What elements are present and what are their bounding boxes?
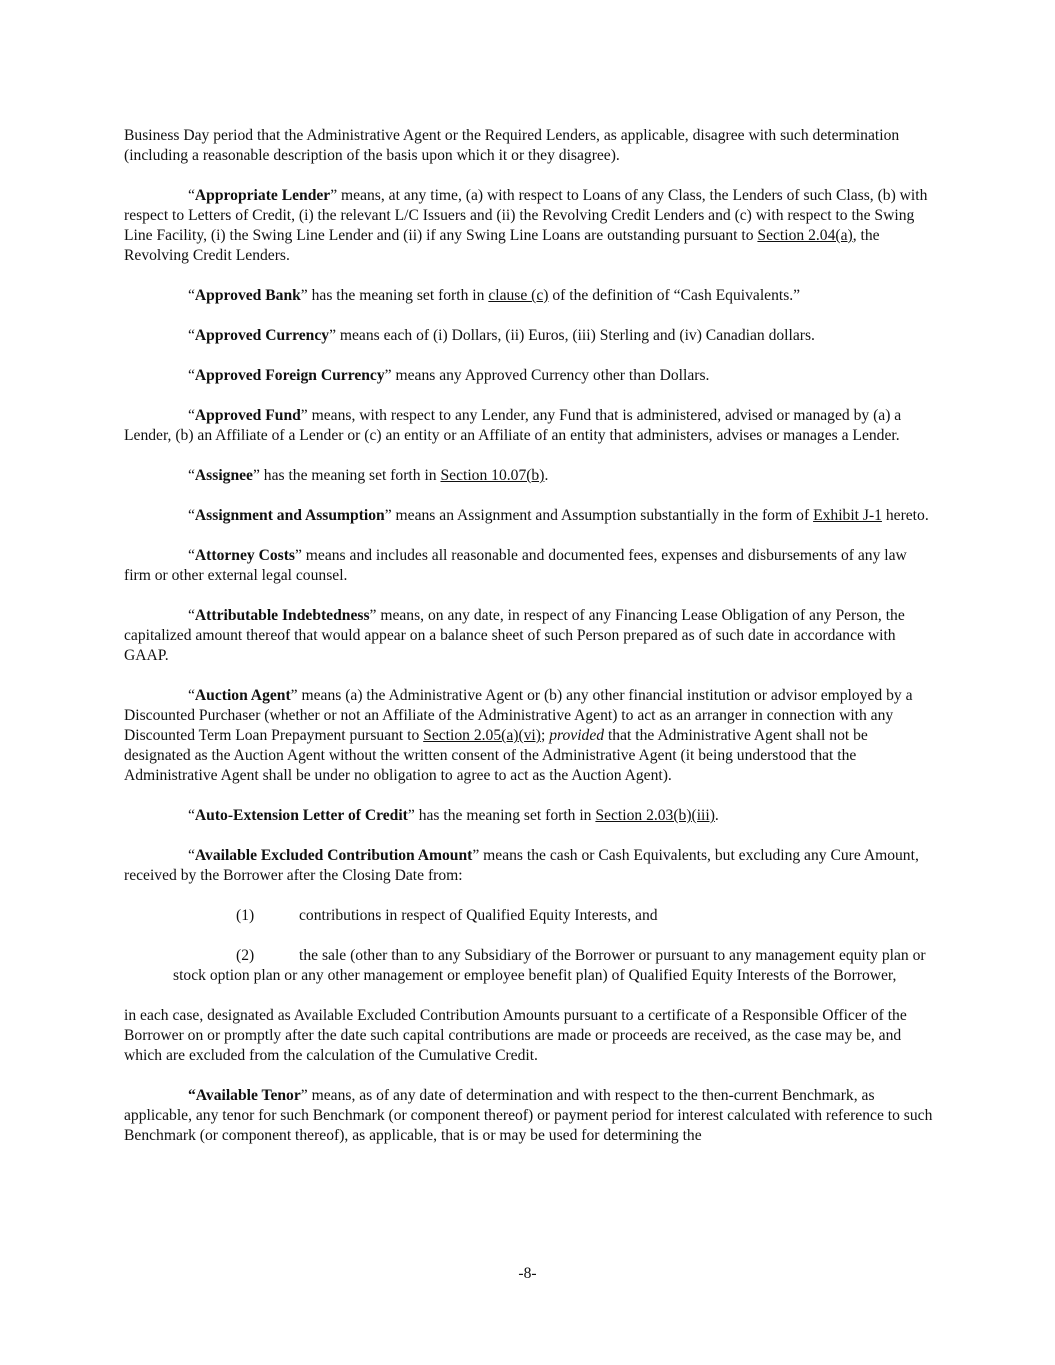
definition-text: ” has the meaning set forth in [252,467,441,484]
definition-auto-extension-letter-of-credit [124,806,936,826]
defined-term: Auction Agent [194,687,291,704]
open-quote: “ [188,607,195,624]
page-body [124,126,936,1166]
definition-text: . [544,467,549,484]
definition-text: ” means, on any date, in respect of any Financing Lease Obligation of any Person, the capitalized amount thereof that would appear on a balance sheet of such Person prepared as of such date in accordance with GAAP. [124,607,905,664]
open-quote: “ [188,547,195,564]
definition-text: of the definition of “Cash Equivalents.” [548,287,801,304]
definition-text: ” means the cash or Cash Equivalents, but excluding any Cure Amount, received by the Borrower after the Closing Date from: [124,847,919,884]
definition-text: ” means and includes all reasonable and documented fees, expenses and disbursements of any law firm or other external legal counsel. [124,547,907,584]
definition-text: ; [540,727,550,744]
definition-text: . [714,807,719,824]
definition-text: ” means any Approved Currency other than Dollars. [384,367,710,384]
cross-reference: clause (c) [488,287,549,304]
definition-text: ” has the meaning set forth in [300,287,489,304]
definition-assignment-and-assumption [124,506,936,526]
definition-available-excluded-contribution-amount [124,846,936,886]
defined-term: Available Excluded Contribution Amount [194,847,473,864]
definition-attorney-costs [124,546,936,586]
definition-approved-currency [124,326,936,346]
defined-term: Appropriate Lender [194,187,331,204]
definition-approved-foreign-currency [124,366,936,386]
definition-text: ” means, at any time, (a) with respect to Loans of any Class, the Lenders of such Class, (b) with respect to Letters of Credit, (i) the relevant L/C Issuers and (ii) the Revolving Credit Lenders and (c) with respect to the Swing Line Facility, (i) the Swing Line Lender and (ii) if any Swing Line Loans are outstanding pursuant to [124,187,928,244]
cross-reference: Section 2.05(a)(vi) [423,727,541,744]
defined-term: Approved Currency [194,327,330,344]
list-item [124,906,936,926]
list-number: (2) [236,947,255,964]
cross-reference: Exhibit J-1 [813,507,882,524]
cross-reference: Section 2.04(a) [757,227,853,244]
definition-approved-bank [124,286,936,306]
open-quote: “ [188,467,195,484]
list-item [124,946,936,986]
defined-term: Attorney Costs [194,547,295,564]
open-quote: “ [188,327,195,344]
definition-attributable-indebtedness [124,606,936,666]
definition-text: ” means (a) the Administrative Agent or (b) any other financial institution or advisor employed by a Discounted Purchaser (whether or not an Affiliate of the Administrative Agent) to act as an arranger in connection with any Discounted Term Loan Prepayment pursuant to [124,687,913,744]
open-quote: “ [188,407,195,424]
defined-term: Assignee [194,467,253,484]
definition-text: hereto. [881,507,929,524]
list-text: the sale (other than to any Subsidiary of the Borrower or pursuant to any management equity plan or stock option plan or any other management or employee benefit plan) of Qualified Equity Interests of the Borrower, [173,947,926,984]
page-number: -8- [518,1265,537,1282]
defined-term: Approved Foreign Currency [194,367,385,384]
continuation-paragraph: in each case, designated as Available Excluded Contribution Amounts pursuant to a certificate of a Responsible Officer of the Borrower on or promptly after the date such capital contributions are made or proceeds are received, as the case may be, and which are excluded from the calculation of the Cumulative Credit. [124,1007,907,1064]
open-quote: “ [188,187,195,204]
defined-term: Approved Bank [194,287,301,304]
defined-term: Auto-Extension Letter of Credit [194,807,408,824]
defined-term: Assignment and Assumption [194,507,385,524]
definition-appropriate-lender [124,186,936,266]
definition-text: that the Administrative Agent shall not be designated as the Auction Agent without the written consent of the Administrative Agent (it being understood that the Administrative Agent shall be under no obligation to agree to act as the Auction Agent). [124,727,868,784]
list-text: contributions in respect of Qualified Equity Interests, and [299,907,658,924]
open-quote: “ [188,507,195,524]
definition-text: ” means each of (i) Dollars, (ii) Euros, (iii) Sterling and (iv) Canadian dollars. [329,327,815,344]
definition-text: ” means an Assignment and Assumption substantially in the form of [384,507,814,524]
definition-assignee [124,466,936,486]
definition-text: ” means, as of any date of determination and with respect to the then-current Benchmark, as applicable, any tenor for such Benchmark (or component thereof) or payment period for interest calculated with reference to such Benchmark (or component thereof), as applicable, that is or may be used for determining the [124,1087,933,1144]
open-quote: “ [188,847,195,864]
definition-text: , the Revolving Credit Lenders. [124,227,880,264]
cross-reference: Section 2.03(b)(iii) [595,807,715,824]
italic-text: provided [549,727,605,744]
open-quote: “ [188,807,195,824]
definition-text: ” has the meaning set forth in [407,807,596,824]
defined-term: Approved Fund [194,407,301,424]
open-quote: “ [188,687,195,704]
defined-term: Attributable Indebtedness [194,607,370,624]
cross-reference: Section 10.07(b) [440,467,545,484]
open-quote: “ [188,367,195,384]
definition-text: ” means, with respect to any Lender, any Fund that is administered, advised or managed by (a) a Lender, (b) an Affiliate of a Lender or (c) an entity or an Affiliate of an entity that administers, advises or manages a Lender. [124,407,902,444]
list-number: (1) [236,907,255,924]
definition-approved-fund [124,406,936,446]
definition-auction-agent [124,686,936,786]
definition-available-tenor [124,1086,936,1146]
defined-term: “Available Tenor [188,1087,301,1104]
open-quote: “ [188,287,195,304]
intro-paragraph: Business Day period that the Administrative Agent or the Required Lenders, as applicable, disagree with such determination (including a reasonable description of the basis upon which it or they disagree). [124,127,900,164]
